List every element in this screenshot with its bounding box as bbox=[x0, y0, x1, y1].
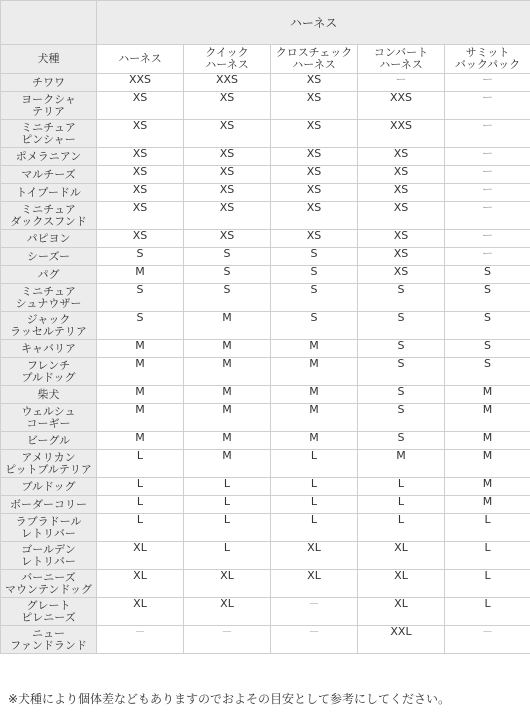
size-cell: M bbox=[184, 340, 271, 358]
breed-cell: ラブラドール レトリバー bbox=[1, 514, 97, 542]
size-cell: XS bbox=[97, 120, 184, 148]
footnote: ※犬種により個体差などもありますのでおよその目安として参考にしてください。 bbox=[8, 692, 451, 706]
table-row bbox=[1, 450, 530, 478]
breed-cell: ミニチュア ピンシャー bbox=[1, 120, 97, 148]
breed-cell: ゴールデン レトリバー bbox=[1, 542, 97, 570]
size-cell: XS bbox=[271, 184, 358, 202]
table-row bbox=[1, 166, 530, 184]
size-cell: XS bbox=[97, 230, 184, 248]
size-cell: XS bbox=[271, 166, 358, 184]
size-cell: XS bbox=[97, 166, 184, 184]
size-cell: L bbox=[184, 514, 271, 542]
table-row bbox=[1, 248, 530, 266]
size-cell: M bbox=[445, 496, 530, 514]
size-cell: M bbox=[445, 450, 530, 478]
size-cell: ー bbox=[445, 92, 530, 120]
size-cell: S bbox=[271, 266, 358, 284]
size-cell: XS bbox=[271, 92, 358, 120]
size-cell: S bbox=[358, 386, 445, 404]
size-cell: L bbox=[445, 570, 530, 598]
table-row bbox=[1, 626, 530, 654]
table-row bbox=[1, 386, 530, 404]
breed-cell: ヨークシャ テリア bbox=[1, 92, 97, 120]
breed-cell: チワワ bbox=[1, 74, 97, 92]
breed-cell: トイプードル bbox=[1, 184, 97, 202]
size-cell: M bbox=[184, 432, 271, 450]
size-cell: M bbox=[445, 432, 530, 450]
size-cell: M bbox=[445, 404, 530, 432]
size-cell: M bbox=[184, 358, 271, 386]
size-cell: XS bbox=[271, 202, 358, 230]
size-cell: L bbox=[271, 478, 358, 496]
size-cell: M bbox=[271, 358, 358, 386]
size-cell: L bbox=[97, 496, 184, 514]
size-cell: － bbox=[445, 626, 530, 654]
size-cell: XS bbox=[184, 120, 271, 148]
size-cell: XS bbox=[358, 266, 445, 284]
breed-cell: バーニーズ マウンテンドッグ bbox=[1, 570, 97, 598]
table-body bbox=[1, 74, 530, 654]
size-cell: ー bbox=[358, 74, 445, 92]
size-cell: S bbox=[97, 284, 184, 312]
size-cell: XS bbox=[184, 92, 271, 120]
size-cell: M bbox=[97, 340, 184, 358]
size-cell: XS bbox=[358, 202, 445, 230]
size-cell: S bbox=[97, 312, 184, 340]
size-cell: L bbox=[445, 542, 530, 570]
size-cell: XS bbox=[358, 148, 445, 166]
size-cell: M bbox=[184, 386, 271, 404]
table-row bbox=[1, 598, 530, 626]
size-cell: XS bbox=[97, 202, 184, 230]
column-header-crosscheck-harness: クロスチェック ハーネス bbox=[271, 45, 358, 74]
column-header-convert-harness: コンバート ハーネス bbox=[358, 45, 445, 74]
size-cell: S bbox=[358, 358, 445, 386]
size-cell: S bbox=[445, 266, 530, 284]
size-cell: － bbox=[271, 598, 358, 626]
table-row bbox=[1, 266, 530, 284]
size-cell: L bbox=[445, 514, 530, 542]
size-cell: XS bbox=[358, 230, 445, 248]
size-cell: XS bbox=[271, 148, 358, 166]
breed-cell: パピヨン bbox=[1, 230, 97, 248]
breed-cell: マルチーズ bbox=[1, 166, 97, 184]
size-cell: XL bbox=[97, 542, 184, 570]
table-row bbox=[1, 202, 530, 230]
table-row bbox=[1, 92, 530, 120]
size-cell: L bbox=[97, 450, 184, 478]
breed-cell: ボーダーコリー bbox=[1, 496, 97, 514]
size-cell: M bbox=[358, 450, 445, 478]
size-cell: － bbox=[97, 626, 184, 654]
table-row bbox=[1, 312, 530, 340]
size-cell: XXL bbox=[358, 626, 445, 654]
size-cell: M bbox=[184, 312, 271, 340]
size-cell: ー bbox=[445, 184, 530, 202]
size-cell: ー bbox=[445, 120, 530, 148]
breed-cell: フレンチ ブルドッグ bbox=[1, 358, 97, 386]
size-cell: S bbox=[445, 284, 530, 312]
size-cell: XL bbox=[97, 570, 184, 598]
size-cell: L bbox=[445, 598, 530, 626]
size-cell: L bbox=[184, 478, 271, 496]
size-cell: M bbox=[184, 450, 271, 478]
size-cell: ー bbox=[445, 166, 530, 184]
size-cell: S bbox=[271, 284, 358, 312]
size-cell: XXS bbox=[358, 92, 445, 120]
size-cell: M bbox=[271, 404, 358, 432]
table-row bbox=[1, 542, 530, 570]
size-cell: ー bbox=[445, 248, 530, 266]
size-cell: ー bbox=[445, 202, 530, 230]
size-cell: ー bbox=[445, 230, 530, 248]
size-cell: XL bbox=[358, 570, 445, 598]
breed-cell: ニュー ファンドランド bbox=[1, 626, 97, 654]
size-cell: S bbox=[358, 284, 445, 312]
size-cell: XXS bbox=[97, 74, 184, 92]
size-cell: XS bbox=[184, 148, 271, 166]
table-row bbox=[1, 184, 530, 202]
breed-cell: ジャック ラッセルテリア bbox=[1, 312, 97, 340]
table-row bbox=[1, 432, 530, 450]
size-cell: M bbox=[271, 432, 358, 450]
column-header-quick-harness: クイック ハーネス bbox=[184, 45, 271, 74]
breed-cell: キャバリア bbox=[1, 340, 97, 358]
table-row bbox=[1, 74, 530, 92]
size-cell: XS bbox=[97, 148, 184, 166]
breed-cell: グレート ピレニーズ bbox=[1, 598, 97, 626]
size-cell: XL bbox=[271, 542, 358, 570]
size-cell: L bbox=[271, 450, 358, 478]
size-cell: S bbox=[271, 248, 358, 266]
size-cell: S bbox=[271, 312, 358, 340]
group-header-row bbox=[1, 1, 530, 45]
size-cell: M bbox=[271, 386, 358, 404]
size-cell: S bbox=[97, 248, 184, 266]
size-cell: XL bbox=[358, 598, 445, 626]
size-cell: ー bbox=[445, 148, 530, 166]
column-header-row bbox=[1, 45, 530, 74]
size-cell: S bbox=[358, 340, 445, 358]
size-cell: M bbox=[97, 432, 184, 450]
size-cell: XL bbox=[184, 570, 271, 598]
size-cell: L bbox=[358, 496, 445, 514]
size-cell: M bbox=[97, 358, 184, 386]
size-cell: L bbox=[271, 514, 358, 542]
size-cell: S bbox=[445, 340, 530, 358]
size-cell: L bbox=[271, 496, 358, 514]
size-cell: XS bbox=[184, 230, 271, 248]
size-cell: XS bbox=[97, 92, 184, 120]
table-row bbox=[1, 284, 530, 312]
size-cell: S bbox=[358, 432, 445, 450]
breed-cell: 柴犬 bbox=[1, 386, 97, 404]
size-cell: XXS bbox=[358, 120, 445, 148]
size-cell: L bbox=[184, 496, 271, 514]
breed-cell: ブルドッグ bbox=[1, 478, 97, 496]
size-cell: XL bbox=[97, 598, 184, 626]
breed-cell: シーズー bbox=[1, 248, 97, 266]
table-row bbox=[1, 340, 530, 358]
size-cell: XL bbox=[271, 570, 358, 598]
size-cell: S bbox=[184, 266, 271, 284]
column-header-summit-backpack: サミット バックパック bbox=[445, 45, 530, 74]
size-cell: S bbox=[184, 284, 271, 312]
size-cell: L bbox=[358, 478, 445, 496]
size-cell: XS bbox=[184, 202, 271, 230]
size-cell: L bbox=[97, 514, 184, 542]
size-cell: XL bbox=[184, 598, 271, 626]
size-cell: ー bbox=[445, 74, 530, 92]
breed-cell: ウェルシュ コーギー bbox=[1, 404, 97, 432]
group-header: ハーネス bbox=[97, 1, 530, 45]
table-row bbox=[1, 478, 530, 496]
corner-cell bbox=[1, 1, 97, 45]
size-cell: XL bbox=[358, 542, 445, 570]
size-cell: M bbox=[97, 266, 184, 284]
size-cell: M bbox=[184, 404, 271, 432]
size-cell: L bbox=[358, 514, 445, 542]
size-cell: S bbox=[184, 248, 271, 266]
size-cell: S bbox=[445, 358, 530, 386]
size-cell: XS bbox=[184, 184, 271, 202]
size-cell: S bbox=[358, 312, 445, 340]
size-cell: M bbox=[445, 386, 530, 404]
table-row bbox=[1, 514, 530, 542]
size-cell: － bbox=[184, 626, 271, 654]
size-cell: XS bbox=[358, 248, 445, 266]
size-cell: XXS bbox=[184, 74, 271, 92]
size-cell: XS bbox=[358, 184, 445, 202]
size-cell: XS bbox=[271, 120, 358, 148]
size-cell: XS bbox=[97, 184, 184, 202]
size-cell: S bbox=[445, 312, 530, 340]
breed-cell: ミニチュア ダックスフンド bbox=[1, 202, 97, 230]
size-cell: M bbox=[271, 340, 358, 358]
table-row bbox=[1, 404, 530, 432]
size-cell: XS bbox=[271, 230, 358, 248]
breed-cell: ビーグル bbox=[1, 432, 97, 450]
table-row bbox=[1, 358, 530, 386]
size-cell: XS bbox=[271, 74, 358, 92]
table-row bbox=[1, 120, 530, 148]
size-cell: M bbox=[97, 404, 184, 432]
breed-cell: パグ bbox=[1, 266, 97, 284]
table-row bbox=[1, 148, 530, 166]
column-header-harness: ハーネス bbox=[97, 45, 184, 74]
size-cell: L bbox=[184, 542, 271, 570]
size-cell: L bbox=[97, 478, 184, 496]
table-row bbox=[1, 570, 530, 598]
breed-cell: ミニチュア シュナウザー bbox=[1, 284, 97, 312]
column-header-breed: 犬種 bbox=[1, 45, 97, 74]
size-cell: － bbox=[271, 626, 358, 654]
table-row bbox=[1, 496, 530, 514]
breed-cell: アメリカン ピットブルテリア bbox=[1, 450, 97, 478]
size-cell: XS bbox=[358, 166, 445, 184]
size-cell: M bbox=[97, 386, 184, 404]
table-header bbox=[1, 1, 530, 74]
table-row bbox=[1, 230, 530, 248]
breed-cell: ポメラニアン bbox=[1, 148, 97, 166]
size-cell: M bbox=[445, 478, 530, 496]
size-cell: XS bbox=[184, 166, 271, 184]
size-cell: S bbox=[358, 404, 445, 432]
